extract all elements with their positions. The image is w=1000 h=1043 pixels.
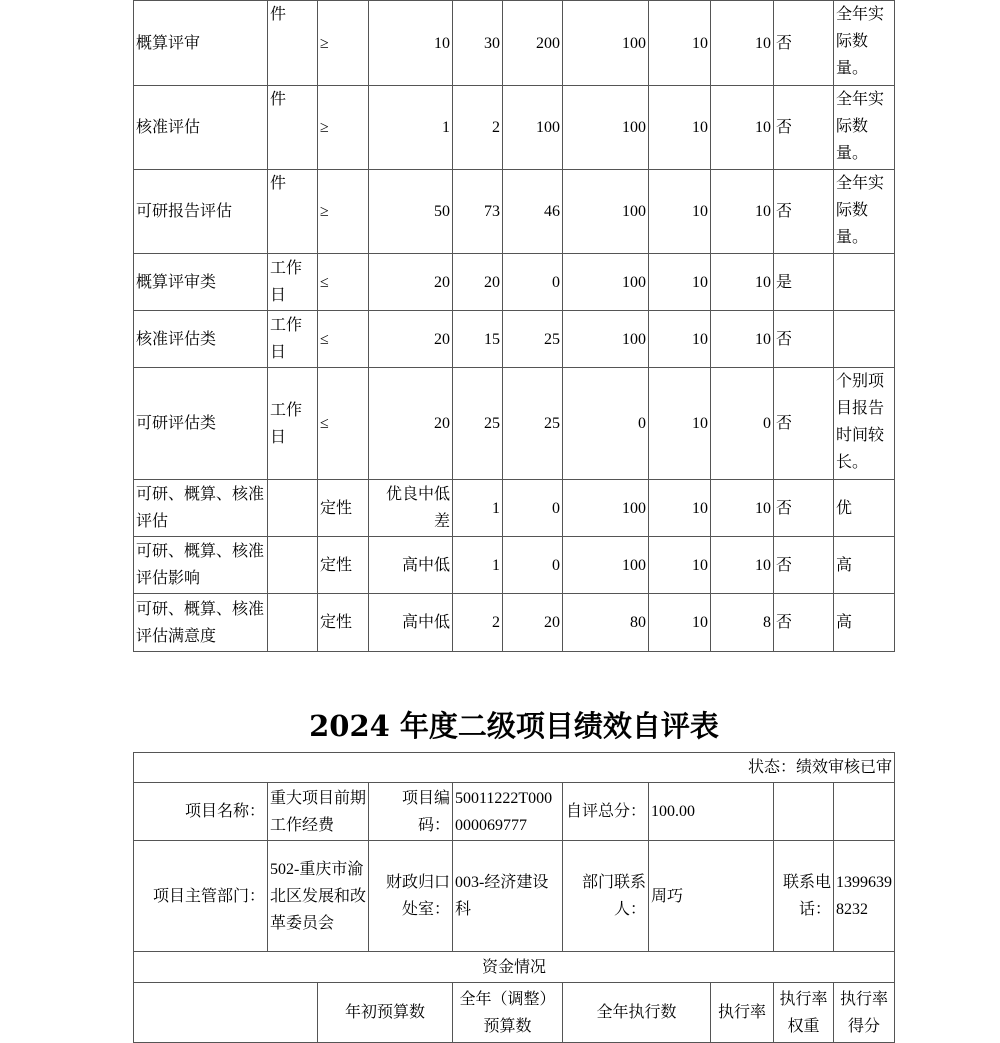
cell-op: ≥: [318, 86, 369, 170]
table-row: [134, 254, 895, 311]
cell-unit: 件: [268, 170, 318, 254]
cell-op: 定性: [318, 480, 369, 537]
cell-weight: 10: [649, 537, 711, 594]
cell-note: 全年实际数量。: [834, 1, 895, 86]
cell-score: 10: [711, 480, 774, 537]
cell-op: ≥: [318, 1, 369, 86]
contact-label: 部门联系人：: [563, 841, 649, 952]
cell-flag: 否: [774, 480, 834, 537]
phone-value: 13996398232: [834, 841, 895, 952]
form-title: 2024 年度二级项目绩效自评表: [309, 709, 719, 743]
cell-score-pct: 0: [563, 368, 649, 480]
cell-score-pct: 100: [563, 170, 649, 254]
table-row: [134, 537, 895, 594]
table-row: [134, 480, 895, 537]
cell-name: 可研报告评估: [134, 170, 268, 254]
cell-unit: 工作日: [268, 311, 318, 368]
indicator-table: [133, 0, 895, 652]
cell-rate: 25: [503, 311, 563, 368]
cell-score: 10: [711, 254, 774, 311]
funds-header: 资金情况: [134, 952, 895, 983]
cell-target: 10: [369, 1, 453, 86]
table-row: [134, 1, 895, 86]
cell-note: [834, 311, 895, 368]
cell-score: 10: [711, 1, 774, 86]
self-score-label: 自评总分：: [563, 783, 649, 841]
cell-target: 高中低: [369, 537, 453, 594]
cell-actual: 20: [453, 254, 503, 311]
cell-rate: 0: [503, 480, 563, 537]
cell-target: 高中低: [369, 594, 453, 652]
empty-cell: [834, 783, 895, 841]
finance-label: 财政归口处室：: [369, 841, 453, 952]
cell-score: 10: [711, 537, 774, 594]
cell-name: 概算评审: [134, 1, 268, 86]
cell-actual: 1: [453, 537, 503, 594]
cell-note: 高: [834, 594, 895, 652]
funds-col: 执行率权重: [774, 983, 834, 1043]
cell-flag: 否: [774, 368, 834, 480]
project-code-label: 项目编码：: [369, 783, 453, 841]
cell-actual: 2: [453, 594, 503, 652]
cell-rate: 46: [503, 170, 563, 254]
empty-cell: [134, 983, 318, 1043]
cell-op: ≤: [318, 368, 369, 480]
cell-target: 20: [369, 368, 453, 480]
cell-weight: 10: [649, 86, 711, 170]
cell-actual: 1: [453, 480, 503, 537]
self-score-value: 100.00: [649, 783, 774, 841]
funds-col: 年初预算数: [318, 983, 453, 1043]
cell-target: 20: [369, 311, 453, 368]
cell-op: 定性: [318, 594, 369, 652]
table-row: [134, 86, 895, 170]
cell-name: 核准评估类: [134, 311, 268, 368]
cell-weight: 10: [649, 480, 711, 537]
cell-flag: 否: [774, 170, 834, 254]
cell-rate: 20: [503, 594, 563, 652]
cell-weight: 10: [649, 254, 711, 311]
cell-op: 定性: [318, 537, 369, 594]
table-row: [134, 170, 895, 254]
cell-score-pct: 100: [563, 1, 649, 86]
cell-flag: 否: [774, 594, 834, 652]
finance-value: 003-经济建设科: [453, 841, 563, 952]
project-code-value: 50011222T000000069777: [453, 783, 563, 841]
cell-actual: 30: [453, 1, 503, 86]
funds-col: 执行率: [711, 983, 774, 1043]
cell-op: ≥: [318, 170, 369, 254]
table-row: [134, 368, 895, 480]
cell-op: ≤: [318, 254, 369, 311]
cell-actual: 2: [453, 86, 503, 170]
self-evaluation-table: [133, 752, 895, 1043]
status-label: 状态：绩效审核已审: [134, 753, 895, 783]
cell-weight: 10: [649, 311, 711, 368]
cell-actual: 15: [453, 311, 503, 368]
cell-name: 可研评估类: [134, 368, 268, 480]
cell-note: 优: [834, 480, 895, 537]
cell-score-pct: 100: [563, 480, 649, 537]
cell-unit: 工作日: [268, 368, 318, 480]
cell-note: 全年实际数量。: [834, 170, 895, 254]
cell-op: ≤: [318, 311, 369, 368]
cell-note: 高: [834, 537, 895, 594]
cell-score-pct: 100: [563, 537, 649, 594]
cell-flag: 否: [774, 311, 834, 368]
cell-flag: 否: [774, 1, 834, 86]
cell-actual: 25: [453, 368, 503, 480]
cell-rate: 25: [503, 368, 563, 480]
cell-score-pct: 100: [563, 311, 649, 368]
empty-cell: [774, 783, 834, 841]
dept-label: 项目主管部门：: [134, 841, 268, 952]
funds-col: 全年（调整）预算数: [453, 983, 563, 1043]
cell-weight: 10: [649, 170, 711, 254]
cell-unit: 工作日: [268, 254, 318, 311]
cell-weight: 10: [649, 594, 711, 652]
project-name-label: 项目名称：: [134, 783, 268, 841]
cell-name: 可研、概算、核准评估: [134, 480, 268, 537]
cell-unit: 件: [268, 86, 318, 170]
cell-rate: 100: [503, 86, 563, 170]
cell-unit: 件: [268, 1, 318, 86]
cell-note: [834, 254, 895, 311]
cell-flag: 是: [774, 254, 834, 311]
cell-target: 1: [369, 86, 453, 170]
cell-flag: 否: [774, 537, 834, 594]
cell-score: 0: [711, 368, 774, 480]
cell-target: 优良中低差: [369, 480, 453, 537]
cell-name: 可研、概算、核准评估满意度: [134, 594, 268, 652]
cell-rate: 200: [503, 1, 563, 86]
cell-score: 8: [711, 594, 774, 652]
cell-score: 10: [711, 86, 774, 170]
cell-unit: [268, 537, 318, 594]
cell-name: 可研、概算、核准评估影响: [134, 537, 268, 594]
cell-actual: 73: [453, 170, 503, 254]
cell-score-pct: 100: [563, 254, 649, 311]
cell-rate: 0: [503, 254, 563, 311]
funds-col: 执行率得分: [834, 983, 895, 1043]
table-row: [134, 594, 895, 652]
funds-col: 全年执行数: [563, 983, 711, 1043]
cell-unit: [268, 594, 318, 652]
table-row: [134, 311, 895, 368]
cell-unit: [268, 480, 318, 537]
cell-weight: 10: [649, 368, 711, 480]
cell-score-pct: 80: [563, 594, 649, 652]
cell-flag: 否: [774, 86, 834, 170]
cell-target: 20: [369, 254, 453, 311]
cell-name: 概算评审类: [134, 254, 268, 311]
cell-note: 全年实际数量。: [834, 86, 895, 170]
contact-value: 周巧: [649, 841, 774, 952]
cell-note: 个别项目报告时间较长。: [834, 368, 895, 480]
cell-name: 核准评估: [134, 86, 268, 170]
cell-score: 10: [711, 170, 774, 254]
dept-value: 502-重庆市渝北区发展和改革委员会: [268, 841, 369, 952]
cell-target: 50: [369, 170, 453, 254]
project-name-value: 重大项目前期工作经费: [268, 783, 369, 841]
cell-score: 10: [711, 311, 774, 368]
cell-score-pct: 100: [563, 86, 649, 170]
phone-label: 联系电话：: [774, 841, 834, 952]
cell-rate: 0: [503, 537, 563, 594]
cell-weight: 10: [649, 1, 711, 86]
